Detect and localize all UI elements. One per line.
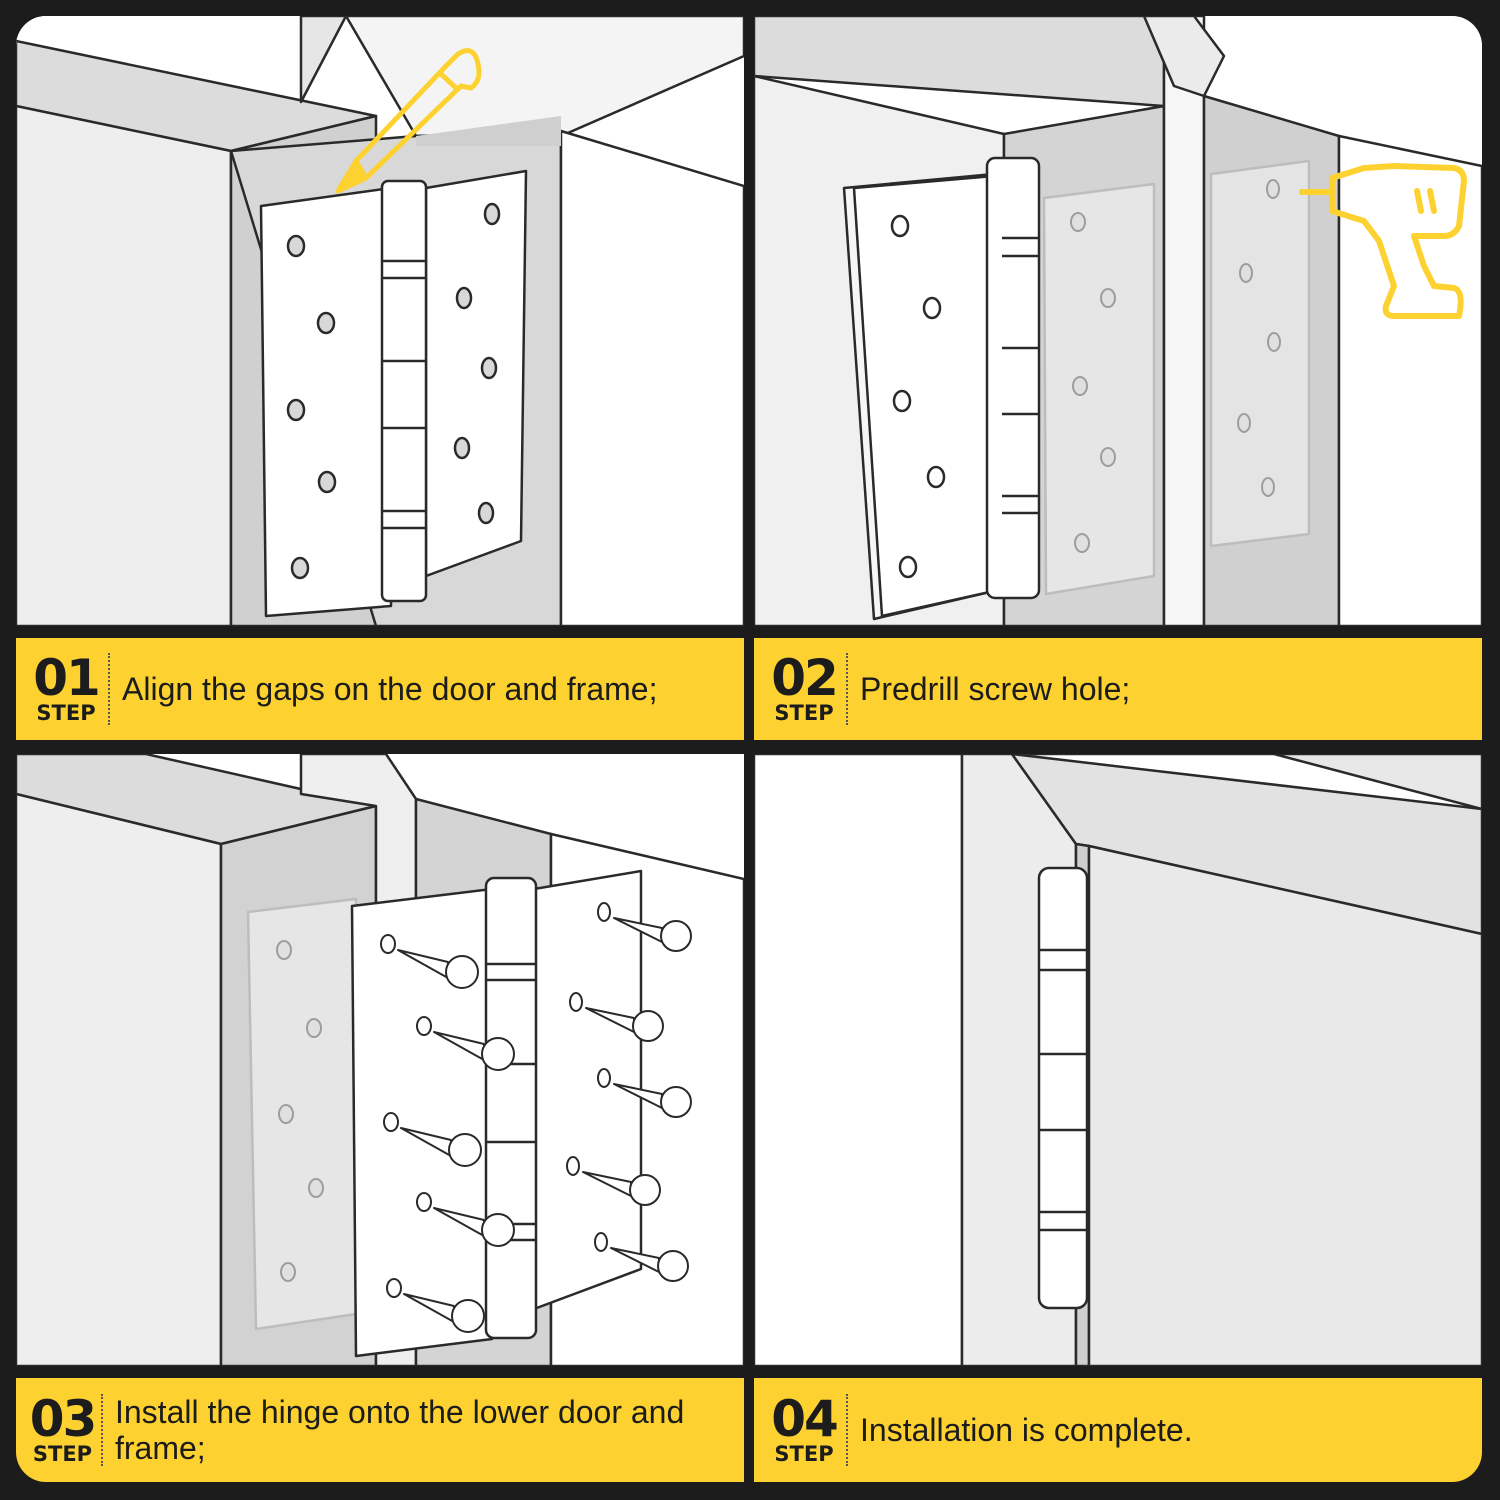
step-4-badge <box>762 1390 848 1466</box>
step-panel-3 <box>16 754 744 1482</box>
step-2-text: Predrill screw hole; <box>860 671 1131 707</box>
step-4-text: Installation is complete. <box>860 1412 1193 1448</box>
step-panel-2 <box>754 16 1482 740</box>
step-3-label: STEP <box>32 1442 93 1466</box>
step-1-number: 01 <box>33 649 99 707</box>
step-4-caption <box>754 1378 1482 1482</box>
step-3-text: Install the hinge onto the lower door and frame; <box>114 1394 685 1466</box>
hinge-graphic-2 <box>844 158 1039 619</box>
hinge-graphic <box>261 171 526 616</box>
step-3-illustration <box>16 754 744 1366</box>
step-2-badge <box>762 649 848 725</box>
step-4-number: 04 <box>771 1390 837 1448</box>
step-3-number: 03 <box>29 1390 96 1448</box>
step-1-text: Align the gaps on the door and frame; <box>122 671 658 707</box>
step-3-caption <box>16 1378 744 1482</box>
step-panel-4 <box>754 754 1482 1482</box>
step-4-illustration <box>754 754 1482 1366</box>
step-1-illustration <box>16 16 744 626</box>
step-2-caption <box>754 638 1482 740</box>
step-1-badge <box>24 649 110 725</box>
step-2-illustration <box>754 16 1482 626</box>
step-panel-1 <box>16 16 744 740</box>
step-3-badge <box>24 1390 103 1466</box>
step-4-label: STEP <box>774 1442 834 1466</box>
step-2-label: STEP <box>774 701 834 725</box>
step-1-label: STEP <box>36 701 96 725</box>
step-2-number: 02 <box>771 649 837 707</box>
step-1-caption <box>16 638 744 740</box>
hinge-knuckle <box>1039 868 1087 1308</box>
instruction-grid <box>16 16 1482 1482</box>
